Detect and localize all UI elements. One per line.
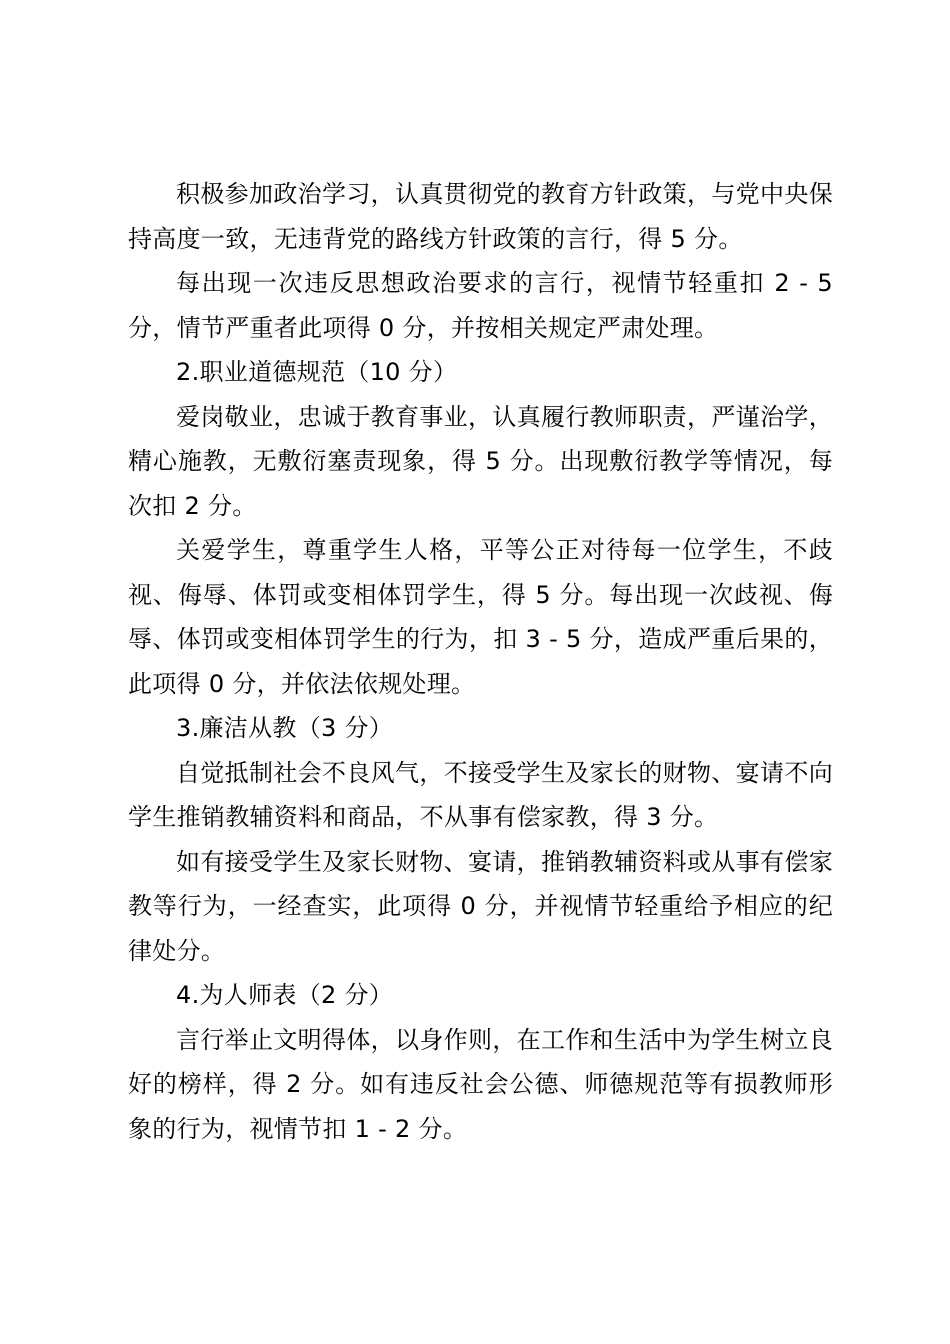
paragraph-role-model: 言行举止文明得体，以身作则，在工作和生活中为学生树立良好的榜样，得 2 分。如有违反社会公德、师德规范等有损教师形象的行为，视情节扣 1 - 2 分。 bbox=[128, 1025, 833, 1143]
paragraph-integrity-violation: 如有接受学生及家长财物、宴请，推销教辅资料或从事有偿家教等行为，一经查实，此项得 0 分，并视情节轻重给予相应的纪律处分。 bbox=[128, 847, 833, 965]
paragraph-political-deduction: 每出现一次违反思想政治要求的言行，视情节轻重扣 2 - 5 分，情节严重者此项得 0 分，并按相关规定严肃处理。 bbox=[128, 269, 833, 342]
section-heading-professional-ethics: 2.职业道德规范（10 分） bbox=[176, 358, 458, 386]
section-heading-role-model: 4.为人师表（2 分） bbox=[176, 981, 394, 1009]
document-body bbox=[128, 172, 833, 1151]
section-heading-integrity: 3.廉洁从教（3 分） bbox=[176, 714, 394, 742]
paragraph-dedication: 爱岗敬业，忠诚于教育事业，认真履行教师职责，严谨治学，精心施教，无敷衍塞责现象，得 5 分。出现敷衍教学等情况，每次扣 2 分。 bbox=[128, 402, 833, 520]
paragraph-care-for-students: 关爱学生，尊重学生人格，平等公正对待每一位学生，不歧视、侮辱、体罚或变相体罚学生，得 5 分。每出现一次歧视、侮辱、体罚或变相体罚学生的行为，扣 3 - 5 分，造成严重后果的，此项得 0 分，并依法依规处理。 bbox=[128, 536, 833, 698]
paragraph-political-study: 积极参加政治学习，认真贯彻党的教育方针政策，与党中央保持高度一致，无违背党的路线方针政策的言行，得 5 分。 bbox=[128, 180, 833, 253]
paragraph-integrity-standard: 自觉抵制社会不良风气，不接受学生及家长的财物、宴请不向学生推销教辅资料和商品，不从事有偿家教，得 3 分。 bbox=[128, 758, 833, 831]
